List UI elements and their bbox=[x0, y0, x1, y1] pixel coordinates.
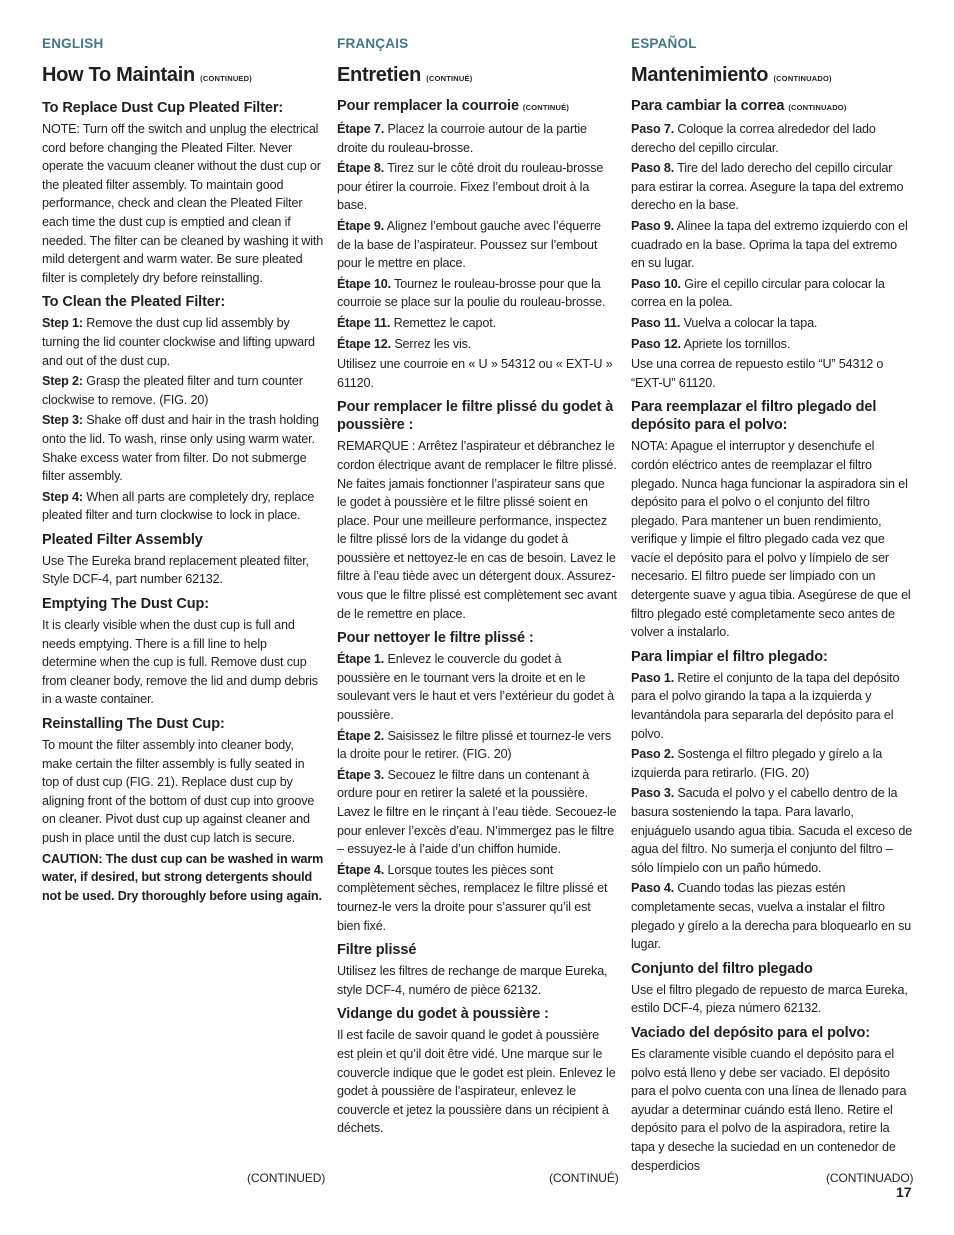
replace-filter-heading: Para reemplazar el filtro plegado del depósito para el polvo: bbox=[631, 399, 877, 434]
step-1 bbox=[631, 669, 914, 743]
step-label: Étape 12. bbox=[337, 336, 391, 351]
step-text: Retire el conjunto de la tapa del depósito para el polvo girando la tapa a la izquierda y levantándola para separarla del depósito para el polvo. bbox=[631, 670, 900, 741]
step-text: Tirez sur le côté droit du rouleau-brosse pour étirer la courroie. Fixez l’embout droit à la base. bbox=[337, 161, 604, 213]
language-label: ESPAÑOL bbox=[631, 36, 697, 51]
language-label: FRANÇAIS bbox=[337, 36, 409, 51]
belt-step-8 bbox=[631, 159, 914, 215]
step-text: Lorsque toutes les pièces sont complètement sèches, remplacez le filtre plissé et tournez-le vers la droite pour s’assurer qu’il est bien fixé. bbox=[337, 862, 608, 933]
title-text: How To Maintain bbox=[42, 64, 195, 86]
footer-continued-french: (CONTINUÉ) bbox=[549, 1171, 619, 1185]
belt-heading-continued: (CONTINUÉ) bbox=[522, 103, 570, 112]
step-label: Step 4: bbox=[42, 489, 83, 504]
belt-heading-continued: (CONTINUADO) bbox=[788, 103, 847, 112]
step-label: Paso 2. bbox=[631, 747, 675, 762]
step-text: Tournez le rouleau-brosse pour que la courroie se place sur la poulie du rouleau-brosse. bbox=[337, 276, 606, 310]
footer-continued-english: (CONTINUED) bbox=[247, 1171, 326, 1185]
step-2 bbox=[42, 372, 324, 409]
step-label: Étape 8. bbox=[337, 161, 385, 176]
step-4 bbox=[337, 861, 617, 935]
assembly-heading: Filtre plissé bbox=[337, 942, 417, 959]
belt-heading-text: Pour remplacer la courroie bbox=[337, 98, 519, 114]
belt-step-9 bbox=[631, 217, 914, 273]
belt-step-12 bbox=[631, 335, 914, 354]
step-text: Tire del lado derecho del cepillo circular para estirar la correa. Asegure la tapa del extremo derecho en la base. bbox=[631, 161, 904, 213]
section-title bbox=[631, 63, 914, 91]
step-label: Étape 1. bbox=[337, 652, 385, 667]
step-text: Enlevez le couvercle du godet à poussière en le tournant vers la droite et en le soulevant vers le haut et vers l’extérieur du godet à poussière. bbox=[337, 652, 614, 723]
replace-filter-heading: Pour remplacer le filtre plissé du godet à poussière : bbox=[337, 399, 614, 434]
belt-step-8 bbox=[337, 159, 617, 215]
step-label: Paso 9. bbox=[631, 218, 675, 233]
step-text: Serrez les vis. bbox=[394, 336, 472, 351]
language-label: ENGLISH bbox=[42, 36, 104, 51]
step-text: Saisissez le filtre plissé et tournez-le vers la droite pour le retirer. (FIG. 20) bbox=[337, 728, 611, 762]
title-text: Entretien bbox=[337, 64, 421, 86]
step-1 bbox=[337, 650, 617, 724]
reinstall-text: To mount the filter assembly into cleaner body, make certain the filter assembly is fully seated in top of dust cup (FIG. 21). Replace dust cup by aligning front of the bottom of dust cup into groove on cleaner. Pivot dust cup up against cleaner and push in place until the dust cup latch is secure. bbox=[42, 738, 315, 845]
belt-heading-text: Para cambiar la correa bbox=[631, 98, 785, 114]
assembly-text: Utilisez les filtres de rechange de marque Eureka, style DCF-4, numéro de pièce 62132. bbox=[337, 964, 608, 997]
title-text: Mantenimiento bbox=[631, 64, 769, 86]
step-4 bbox=[631, 879, 914, 953]
step-text: Secouez le filtre dans un contenant à ordure pour en retirer la saleté et la poussière. Lavez le filtre en le rinçant à l’eau tiède. Secouez-le pour enlever l’excès d’eau. N’immergez pas le filtre – essuyez-le à l’aide d’un chiffon humide. bbox=[337, 767, 617, 857]
step-text: Sacuda el polvo y el cabello dentro de la basura sosteniendo la tapa. Para lavarlo, enjuáguelo usando agua tibia. Sacuda el exceso de agua del filtro. No sumerja el conjunto del filtro – sólo límpielo con un paño húmedo. bbox=[631, 786, 913, 875]
french-column bbox=[337, 36, 617, 1140]
clean-filter-heading: Para limpiar el filtro plegado: bbox=[631, 648, 828, 665]
step-text: Sostenga el filtro plegado y gírelo a la izquierda para retirarlo. (FIG. 20) bbox=[631, 747, 883, 780]
step-text: Coloque la correa alrededor del lado derecho del cepillo circular. bbox=[631, 122, 876, 155]
replace-filter-note: NOTA: Apague el interruptor y desenchufe el cordón eléctrico antes de reemplazar el filtro plegado. Nunca haga funcionar la aspiradora sin el depósito para el polvo o el conjunto del filtro plegado. Para mantener un buen rendimiento, verifique y limpie el filtro plegado cada vez que vacíe el depósito para el polvo y límpielo de ser necesario. El filtro puede ser limpiado con un detergente suave y agua tibia. Asegúrese de que el filtro plegado esté completamente seco antes de volver a instalarlo. bbox=[631, 439, 911, 640]
step-label: Paso 1. bbox=[631, 670, 675, 685]
belt-heading bbox=[337, 97, 617, 117]
belt-note: Use una correa de repuesto estilo “U” 54312 o “EXT-U” 61120. bbox=[631, 357, 884, 390]
step-4 bbox=[42, 488, 324, 525]
replace-filter-note: REMARQUE : Arrêtez l’aspirateur et débranchez le cordon électrique avant de remplacer le filtre plissé. Ne faites jamais fonctionner l’aspirateur sans que le godet à poussière et le filtre plissé soient en place. Pour une meilleure performance, inspectez le filtre plissé lors de la vidange du godet à poussière et nettoyez-le en cas de besoin. Lavez le filtre à l’eau tiède avec un détergent doux. Assurez-vous que le filtre plissé est complètement sec avant de le remettre en place. bbox=[337, 439, 617, 621]
step-label: Étape 10. bbox=[337, 276, 391, 291]
step-text: Vuelva a colocar la tapa. bbox=[683, 315, 818, 330]
step-2 bbox=[337, 727, 617, 764]
step-label: Paso 12. bbox=[631, 336, 681, 351]
step-label: Paso 8. bbox=[631, 161, 675, 176]
belt-note: Utilisez une courroie en « U » 54312 ou « EXT-U » 61120. bbox=[337, 357, 613, 390]
clean-filter-heading: Pour nettoyer le filtre plissé : bbox=[337, 630, 534, 647]
step-text: When all parts are completely dry, replace pleated filter and turn clockwise to lock in place. bbox=[42, 489, 315, 523]
step-1 bbox=[42, 314, 324, 370]
step-text: Shake off dust and hair in the trash holding onto the lid. To wash, rinse only using warm water. Shake excess water from filter. Do not submerge filter assembly. bbox=[42, 413, 319, 484]
reinstall-heading: Reinstalling The Dust Cup: bbox=[42, 716, 225, 733]
step-label: Step 1: bbox=[42, 316, 83, 331]
section-title bbox=[337, 63, 617, 91]
step-3 bbox=[337, 766, 617, 859]
assembly-text: Use el filtro plegado de repuesto de marca Eureka, estilo DCF-4, pieza número 62132. bbox=[631, 982, 908, 1016]
belt-step-7 bbox=[337, 120, 617, 157]
step-label: Étape 9. bbox=[337, 218, 385, 233]
belt-step-9 bbox=[337, 217, 617, 273]
emptying-heading: Emptying The Dust Cup: bbox=[42, 596, 209, 613]
step-text: Alignez l’embout gauche avec l’équerre de la base de l’aspirateur. Poussez sur l’embout pour le mettre en place. bbox=[337, 218, 601, 271]
step-label: Step 3: bbox=[42, 413, 83, 428]
replace-filter-note: NOTE: Turn off the switch and unplug the electrical cord before changing the Pleated Filter. Never operate the vacuum cleaner without the dust cup or the pleated filter assembly. To maintain good performance, check and clean the Pleated Filter each time the dust cup is emptied and clean if needed. The filter can be cleaned by washing it with mild detergent and warm water. Be sure pleated filter is completely dry before reinstalling. bbox=[42, 122, 324, 285]
step-text: Alinee la tapa del extremo izquierdo con el cuadrado en la base. Oprima la tapa del extremo en su lugar. bbox=[631, 218, 908, 271]
emptying-text: Il est facile de savoir quand le godet à poussière est plein et qu’il doit être vidé. Une marque sur le couvercle indique que le godet est plein. Enlevez le godet à poussière de l’aspirateur, enlevez le couvercle et jetez la poussière dans un récipient à déchets. bbox=[337, 1028, 616, 1136]
emptying-heading: Vidange du godet à poussière : bbox=[337, 1006, 549, 1023]
section-title bbox=[42, 63, 324, 91]
title-continued: (CONTINUÉ) bbox=[426, 74, 473, 83]
step-label: Étape 11. bbox=[337, 315, 391, 330]
step-label: Étape 2. bbox=[337, 728, 385, 743]
step-text: Gire el cepillo circular para colocar la correa en la polea. bbox=[631, 276, 885, 310]
title-continued: (CONTINUADO) bbox=[773, 74, 832, 83]
belt-step-10 bbox=[337, 275, 617, 312]
page-number: 17 bbox=[896, 1184, 912, 1200]
emptying-heading: Vaciado del depósito para el polvo: bbox=[631, 1024, 871, 1041]
spanish-column bbox=[631, 36, 914, 1177]
step-text: Placez la courroie autour de la partie droite du rouleau-brosse. bbox=[337, 122, 587, 155]
belt-step-11 bbox=[337, 314, 617, 333]
replace-filter-heading: To Replace Dust Cup Pleated Filter: bbox=[42, 100, 284, 116]
assembly-text: Use The Eureka brand replacement pleated filter, Style DCF-4, part number 62132. bbox=[42, 553, 309, 587]
belt-step-11 bbox=[631, 314, 914, 333]
title-continued: (CONTINUED) bbox=[200, 74, 252, 83]
belt-heading bbox=[631, 97, 914, 117]
step-text: Cuando todas las piezas estén completamente secas, vuelva a instalar el filtro plegado y gírelo a la derecha para bloquearlo en su lugar. bbox=[631, 881, 912, 952]
emptying-text: Es claramente visible cuando el depósito para el polvo está lleno y debe ser vaciado. El depósito para el polvo cuenta con una línea de llenado para ayudar a determinar cuándo está lleno. Retire el depósito para el polvo de la aspiradora, retire la tapa y deseche la suciedad en un contenedor de desperdicios bbox=[631, 1046, 907, 1173]
step-label: Étape 3. bbox=[337, 767, 385, 782]
step-label: Step 2: bbox=[42, 374, 83, 389]
belt-step-7 bbox=[631, 120, 914, 157]
step-2 bbox=[631, 745, 914, 782]
step-3 bbox=[631, 784, 914, 877]
step-label: Paso 4. bbox=[631, 881, 675, 896]
step-3 bbox=[42, 411, 324, 485]
step-label: Étape 7. bbox=[337, 122, 385, 136]
belt-step-10 bbox=[631, 275, 914, 312]
step-label: Paso 7. bbox=[631, 122, 675, 136]
step-label: Paso 11. bbox=[631, 315, 681, 330]
step-label: Paso 10. bbox=[631, 276, 681, 291]
caution-text: CAUTION: The dust cup can be washed in warm water, if desired, but strong detergents should not be used. Dry thoroughly before using again. bbox=[42, 851, 324, 903]
step-text: Grasp the pleated filter and turn counter clockwise to remove. (FIG. 20) bbox=[42, 374, 303, 407]
step-text: Remove the dust cup lid assembly by turning the lid counter clockwise and lifting upward and out of the dust cup. bbox=[42, 316, 315, 368]
assembly-heading: Pleated Filter Assembly bbox=[42, 531, 203, 548]
step-label: Étape 4. bbox=[337, 862, 385, 877]
step-label: Paso 3. bbox=[631, 786, 675, 801]
footer-continued-spanish: (CONTINUADO) bbox=[826, 1171, 914, 1185]
clean-filter-heading: To Clean the Pleated Filter: bbox=[42, 294, 226, 311]
assembly-heading: Conjunto del filtro plegado bbox=[631, 960, 813, 977]
emptying-text: It is clearly visible when the dust cup is full and needs emptying. There is a fill line to help determine when the cup is full. Remove dust cup from cleaner body, remove the lid and dump debris in a waste container. bbox=[42, 618, 318, 707]
step-text: Remettez le capot. bbox=[393, 315, 496, 330]
belt-step-12 bbox=[337, 335, 617, 354]
step-text: Apriete los tornillos. bbox=[683, 336, 791, 351]
english-column bbox=[42, 36, 324, 907]
